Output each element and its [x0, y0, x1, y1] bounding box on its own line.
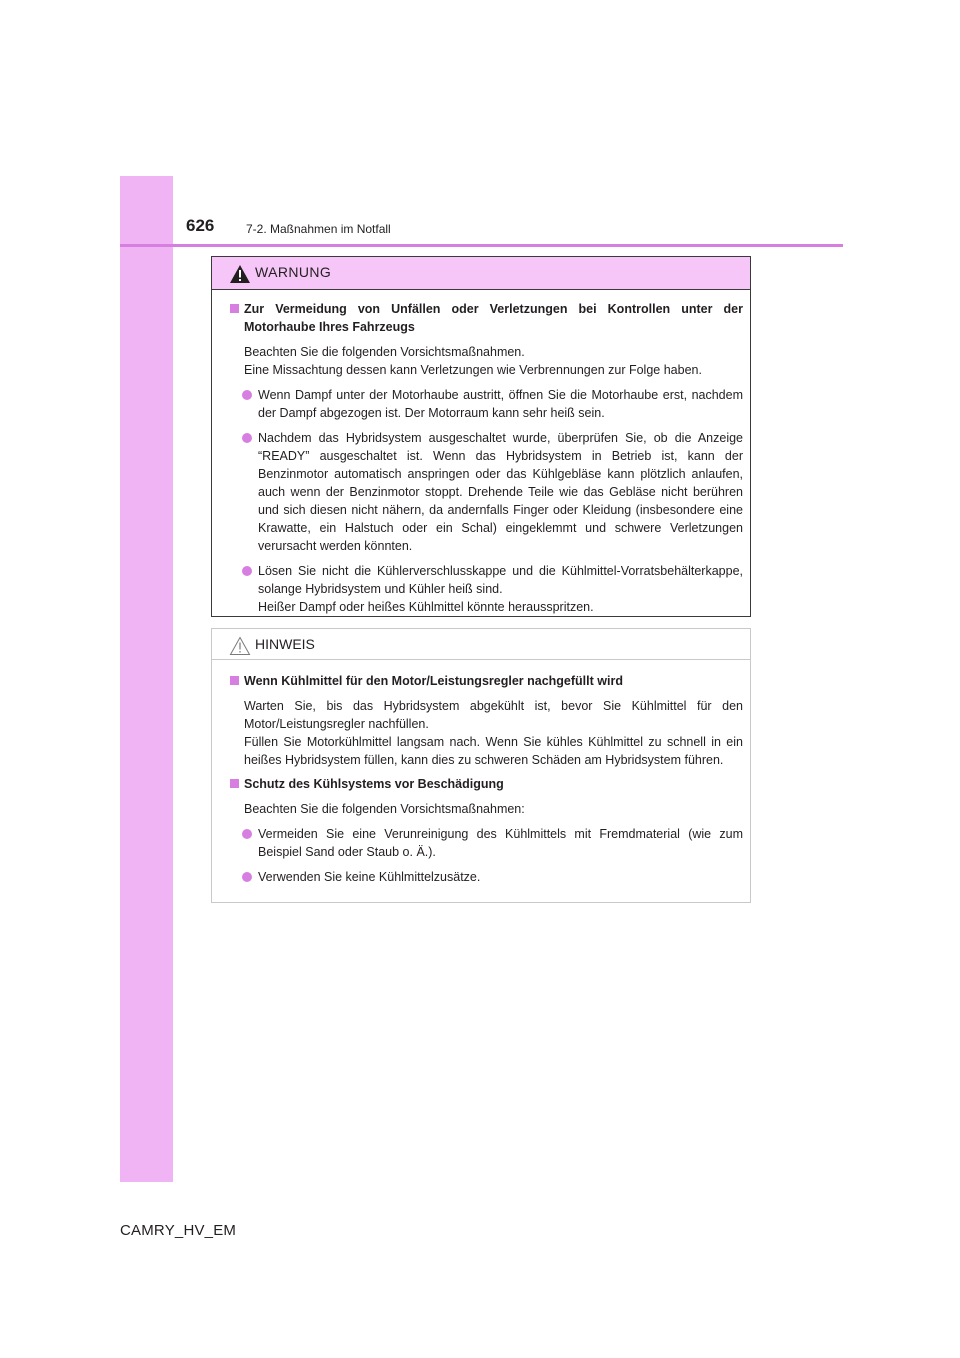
warning-bullet-text: Nachdem das Hybridsystem ausgeschaltet wurde, überprüfen Sie, ob die Anzeige “READY” ausgeschaltet ist. Wenn das Hybridsystem in Betrieb ist, kann der Benzinmotor automatisch anspringen oder das Kühlgebläse kann plötzlich anlaufen, auch wenn der Benzinmotor stoppt. Drehende Teile wie das Gebläse nicht berühren und sich diesen nicht nähern, da andernfalls Finger oder Kleidung (insbesondere eine Krawatte, ein Halstuch oder ein Schal) eingeklemmt und schwere Verletzungen verursacht werden könnten. — [258, 431, 743, 553]
warning-intro-2: Eine Missachtung dessen kann Verletzungen wie Verbrennungen zur Folge haben. — [244, 363, 702, 377]
warning-intro-1: Beachten Sie die folgenden Vorsichtsmaßnahmen. — [244, 345, 525, 359]
hint-bullet — [230, 868, 743, 886]
hint-para-1: Warten Sie, bis das Hybridsystem abgekühlt ist, bevor Sie Kühlmittel für den Motor/Leistungsregler nachfüllen. — [244, 699, 743, 731]
hint-bullet — [230, 825, 743, 861]
hint-header — [212, 629, 750, 660]
round-bullet-icon — [242, 566, 252, 576]
hint-heading-text: Schutz des Kühlsystems vor Beschädigung — [244, 777, 504, 791]
hint-title: HINWEIS — [255, 636, 315, 652]
round-bullet-icon — [242, 433, 252, 443]
warning-bullet-text: Wenn Dampf unter der Motorhaube austritt, öffnen Sie die Motorhaube erst, nachdem der Dampf abgezogen ist. Der Motorraum kann sehr heiß sein. — [258, 388, 743, 420]
page-number: 626 — [186, 216, 215, 235]
warning-bullet — [230, 386, 743, 422]
header-rule — [120, 244, 843, 247]
hint-bullet-text: Verwenden Sie keine Kühlmittelzusätze. — [258, 870, 481, 884]
hint-heading — [230, 775, 743, 793]
hint-paragraph — [230, 697, 743, 769]
warning-bullet — [230, 562, 743, 616]
caution-triangle-outline-icon — [229, 636, 251, 656]
warning-triangle-icon — [229, 264, 251, 284]
hint-bullet-text: Vermeiden Sie eine Verunreinigung des Kühlmittels mit Fremdmaterial (wie zum Beispiel Sand oder Staub o. Ä.). — [258, 827, 743, 859]
warning-header — [212, 257, 750, 290]
warning-intro — [230, 343, 743, 379]
square-bullet-icon — [230, 676, 239, 685]
warning-bullet-extra: Heißer Dampf oder heißes Kühlmittel könnte herausspritzen. — [258, 600, 594, 614]
warning-title: WARNUNG — [255, 264, 332, 280]
hint-box — [211, 628, 751, 903]
hint-heading-text: Wenn Kühlmittel für den Motor/Leistungsregler nachgefüllt wird — [244, 674, 623, 688]
warning-bullet — [230, 429, 743, 555]
hint-heading — [230, 672, 743, 690]
round-bullet-icon — [242, 872, 252, 882]
warning-heading — [230, 300, 743, 336]
document-code: CAMRY_HV_EM — [120, 1222, 237, 1239]
square-bullet-icon — [230, 779, 239, 788]
warning-content — [230, 300, 743, 616]
section-title: 7-2. Maßnahmen im Notfall — [246, 222, 391, 236]
hint-para-2: Füllen Sie Motorkühlmittel langsam nach. Wenn Sie kühles Kühlmittel zu schnell in ein heißes Hybridsystem füllen, kann dies zu schweren Schäden am Hybridsystem führen. — [244, 735, 743, 767]
square-bullet-icon — [230, 304, 239, 313]
hint-paragraph — [230, 800, 743, 818]
warning-bullet-text: Lösen Sie nicht die Kühlerverschlusskappe und die Kühlmittel-Vorratsbehälterkappe, solange Hybridsystem und Kühler heiß sind. — [258, 564, 743, 596]
hint-para-3: Beachten Sie die folgenden Vorsichtsmaßnahmen: — [244, 802, 525, 816]
round-bullet-icon — [242, 829, 252, 839]
warning-box — [211, 256, 751, 617]
side-color-band — [120, 176, 173, 1182]
hint-content — [230, 672, 743, 886]
round-bullet-icon — [242, 390, 252, 400]
warning-heading-text: Zur Vermeidung von Unfällen oder Verletzungen bei Kontrollen unter der Motorhaube Ihres Fahrzeugs — [244, 302, 743, 334]
